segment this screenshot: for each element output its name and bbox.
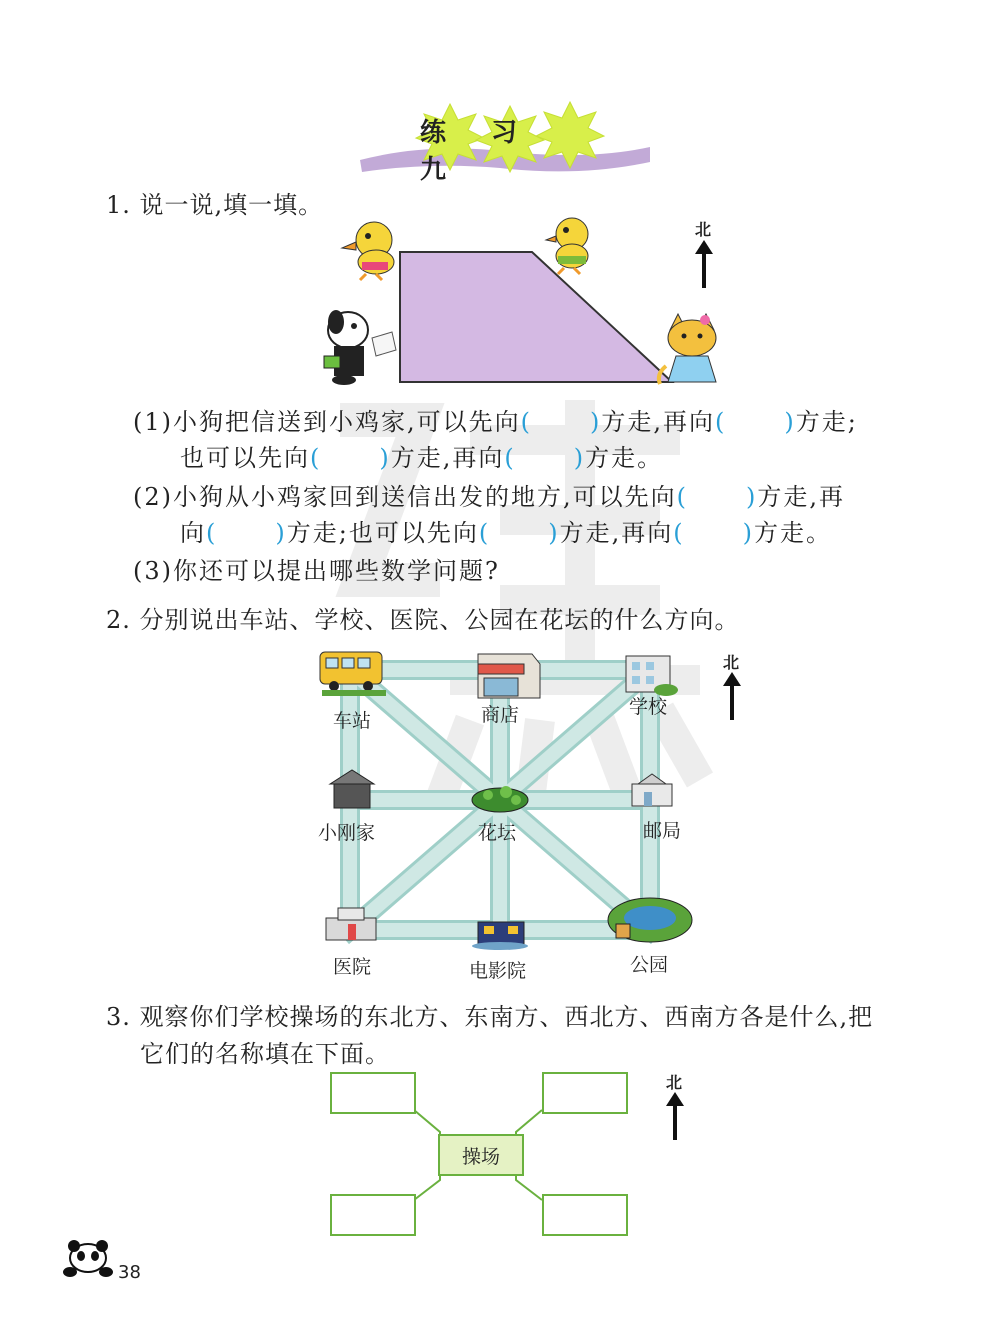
cinema-icon <box>472 922 528 950</box>
q1-sub1-text-f: 方走。 <box>585 444 664 472</box>
q1-sub2-text-f: 方走。 <box>753 519 832 547</box>
label-school: 学校 <box>629 696 668 718</box>
chick-left-icon <box>342 222 394 280</box>
q1-sub2-text-a: (2)小狗从小鸡家回到送信出发的地方,可以先向 <box>133 483 677 511</box>
puppy-icon <box>324 310 396 385</box>
q1-sub1-line1 <box>133 402 858 437</box>
post-office-icon <box>632 774 672 806</box>
school-icon <box>626 656 678 696</box>
q2-map <box>300 640 720 960</box>
q3-north-arrow-icon <box>664 1092 686 1142</box>
q1-heading: 1. 说一说,填一填。 <box>106 191 324 219</box>
page-title: 练 习 九 <box>420 118 536 185</box>
label-xiaogang-home: 小刚家 <box>318 822 376 844</box>
blank-paren[interactable]: ( ) <box>310 444 391 472</box>
q1-sub1-text-b: 方走,再向 <box>601 408 716 436</box>
answer-box-northwest[interactable] <box>330 1072 416 1114</box>
label-shop: 商店 <box>481 704 520 726</box>
q3-heading-line1: 3. 观察你们学校操场的东北方、东南方、西北方、西南方各是什么,把 <box>106 1003 874 1031</box>
q1-sub1-line2 <box>180 438 663 473</box>
q1-sub1-text-e: 方走,再向 <box>390 444 505 472</box>
trapezoid-shape <box>400 252 672 382</box>
q1-sub2-text-d: 方走;也可以先向 <box>286 519 479 547</box>
q1-north-label: 北 <box>695 220 712 239</box>
q1-sub3: (3)你还可以提出哪些数学问题? <box>133 557 500 585</box>
q1-sub2-text-e: 方走,再向 <box>559 519 674 547</box>
shop-icon <box>478 654 540 698</box>
blank-paren[interactable]: ( ) <box>676 483 758 511</box>
blank-paren[interactable]: ( ) <box>520 408 602 436</box>
answer-box-southeast[interactable] <box>542 1194 628 1236</box>
q1-sub1-text-c: 方走; <box>795 408 858 436</box>
q3-north-label: 北 <box>666 1073 683 1092</box>
q3-heading-line2: 它们的名称填在下面。 <box>140 1040 390 1068</box>
q1-north-arrow-icon <box>693 240 715 290</box>
label-cinema: 电影院 <box>469 960 527 982</box>
label-flower-bed: 花坛 <box>478 822 517 844</box>
playground-label: 操场 <box>461 1145 500 1168</box>
q2-heading: 2. 分别说出车站、学校、医院、公园在花坛的什么方向。 <box>106 606 740 634</box>
q2-north-label: 北 <box>723 653 740 672</box>
panda-icon <box>62 1232 116 1282</box>
house-icon <box>330 770 374 808</box>
label-station: 车站 <box>333 710 372 732</box>
q1-sub2-line1 <box>133 477 845 512</box>
q1-figure <box>320 210 740 390</box>
answer-box-southwest[interactable] <box>330 1194 416 1236</box>
blank-paren[interactable]: ( ) <box>715 408 796 436</box>
blank-paren[interactable]: ( ) <box>673 519 754 547</box>
blank-paren[interactable]: ( ) <box>206 519 287 547</box>
playground-box <box>438 1134 524 1176</box>
park-icon <box>608 898 692 942</box>
answer-box-northeast[interactable] <box>542 1072 628 1114</box>
label-park: 公园 <box>630 954 669 976</box>
q1-sub1-text-a: (1)小狗把信送到小鸡家,可以先向 <box>133 408 521 436</box>
q1-sub2-line2 <box>180 513 832 548</box>
q2-north-arrow-icon <box>721 672 743 722</box>
label-post-office: 邮局 <box>643 820 682 842</box>
q1-sub1-text-d: 也可以先向 <box>180 444 310 472</box>
blank-paren[interactable]: ( ) <box>504 444 586 472</box>
q1-sub2-text-c: 向 <box>180 519 206 547</box>
q1-sub2-text-b: 方走,再 <box>757 483 846 511</box>
chick-right-icon <box>546 218 588 274</box>
page-number: 38 <box>118 1262 141 1283</box>
label-hospital: 医院 <box>333 956 372 978</box>
blank-paren[interactable]: ( ) <box>478 519 560 547</box>
kitten-icon <box>659 314 716 384</box>
